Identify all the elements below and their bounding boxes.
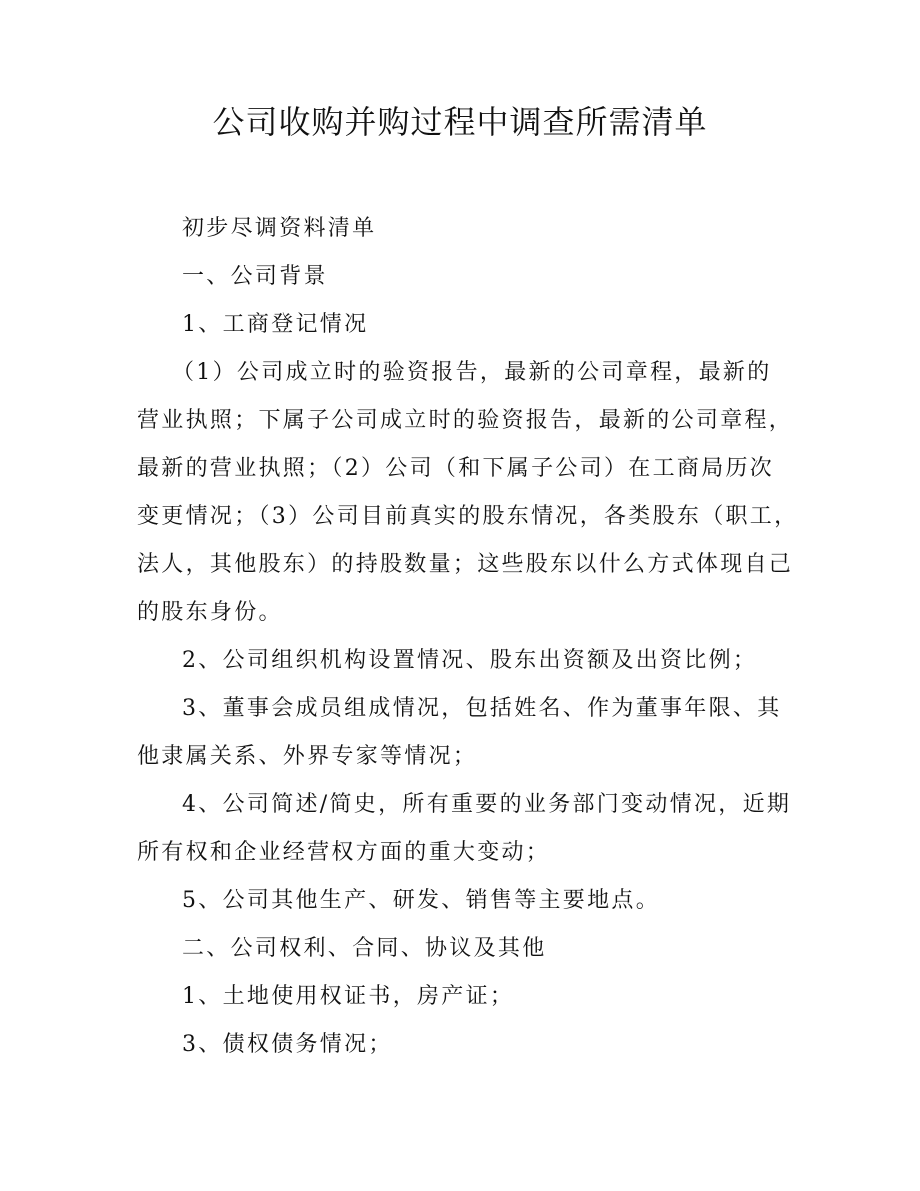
paragraph-line: 的股东身份。 <box>137 600 283 625</box>
paragraph-line: 营业执照；下属子公司成立时的验资报告，最新的公司章程， <box>137 408 794 433</box>
paragraph-line: 2、公司组织机构设置情况、股东出资额及出资比例； <box>182 648 758 673</box>
item-board-members <box>137 685 787 781</box>
item-business-registration <box>137 301 787 349</box>
paragraph-line: 所有权和企业经营权方面的重大变动； <box>137 840 551 865</box>
paragraph-line: 一、公司背景 <box>182 264 328 289</box>
item-debt-status <box>137 1021 787 1069</box>
document-title: 公司收购并购过程中调查所需清单 <box>212 103 708 141</box>
item-company-history <box>137 781 792 877</box>
paragraph-line: 3、债权债务情况； <box>182 1032 393 1057</box>
paragraph-line: 最新的营业执照；（2）公司（和下属子公司）在工商局历次 <box>137 456 775 481</box>
paragraph-line: 法人，其他股东）的持股数量；这些股东以什么方式体现自己 <box>137 552 794 577</box>
section-heading-preliminary <box>137 205 787 253</box>
paragraph-line: 1、土地使用权证书，房产证； <box>182 984 515 1009</box>
paragraph-line: 1、工商登记情况 <box>182 312 369 337</box>
paragraph-registration-details <box>137 349 799 637</box>
paragraph-line: 5、公司其他生产、研发、销售等主要地点。 <box>182 888 660 913</box>
paragraph-line: 他隶属关系、外界专家等情况； <box>137 744 478 769</box>
paragraph-line: 二、公司权利、合同、协议及其他 <box>182 936 547 961</box>
paragraph-line: 3、董事会成员组成情况，包括姓名、作为董事年限、其 <box>182 696 782 721</box>
section-heading-rights-contracts <box>137 925 787 973</box>
paragraph-line: （1）公司成立时的验资报告，最新的公司章程，最新的 <box>172 360 772 385</box>
section-heading-company-background <box>137 253 787 301</box>
item-other-locations <box>137 877 787 925</box>
paragraph-line: 初步尽调资料清单 <box>182 216 377 241</box>
paragraph-line: 4、公司简述/简史，所有重要的业务部门变动情况，近期 <box>182 792 792 817</box>
item-organization-structure <box>137 637 787 685</box>
paragraph-line: 变更情况；（3）公司目前真实的股东情况，各类股东（职工， <box>137 504 799 529</box>
item-land-property-certificates <box>137 973 787 1021</box>
document-body <box>137 205 799 1069</box>
